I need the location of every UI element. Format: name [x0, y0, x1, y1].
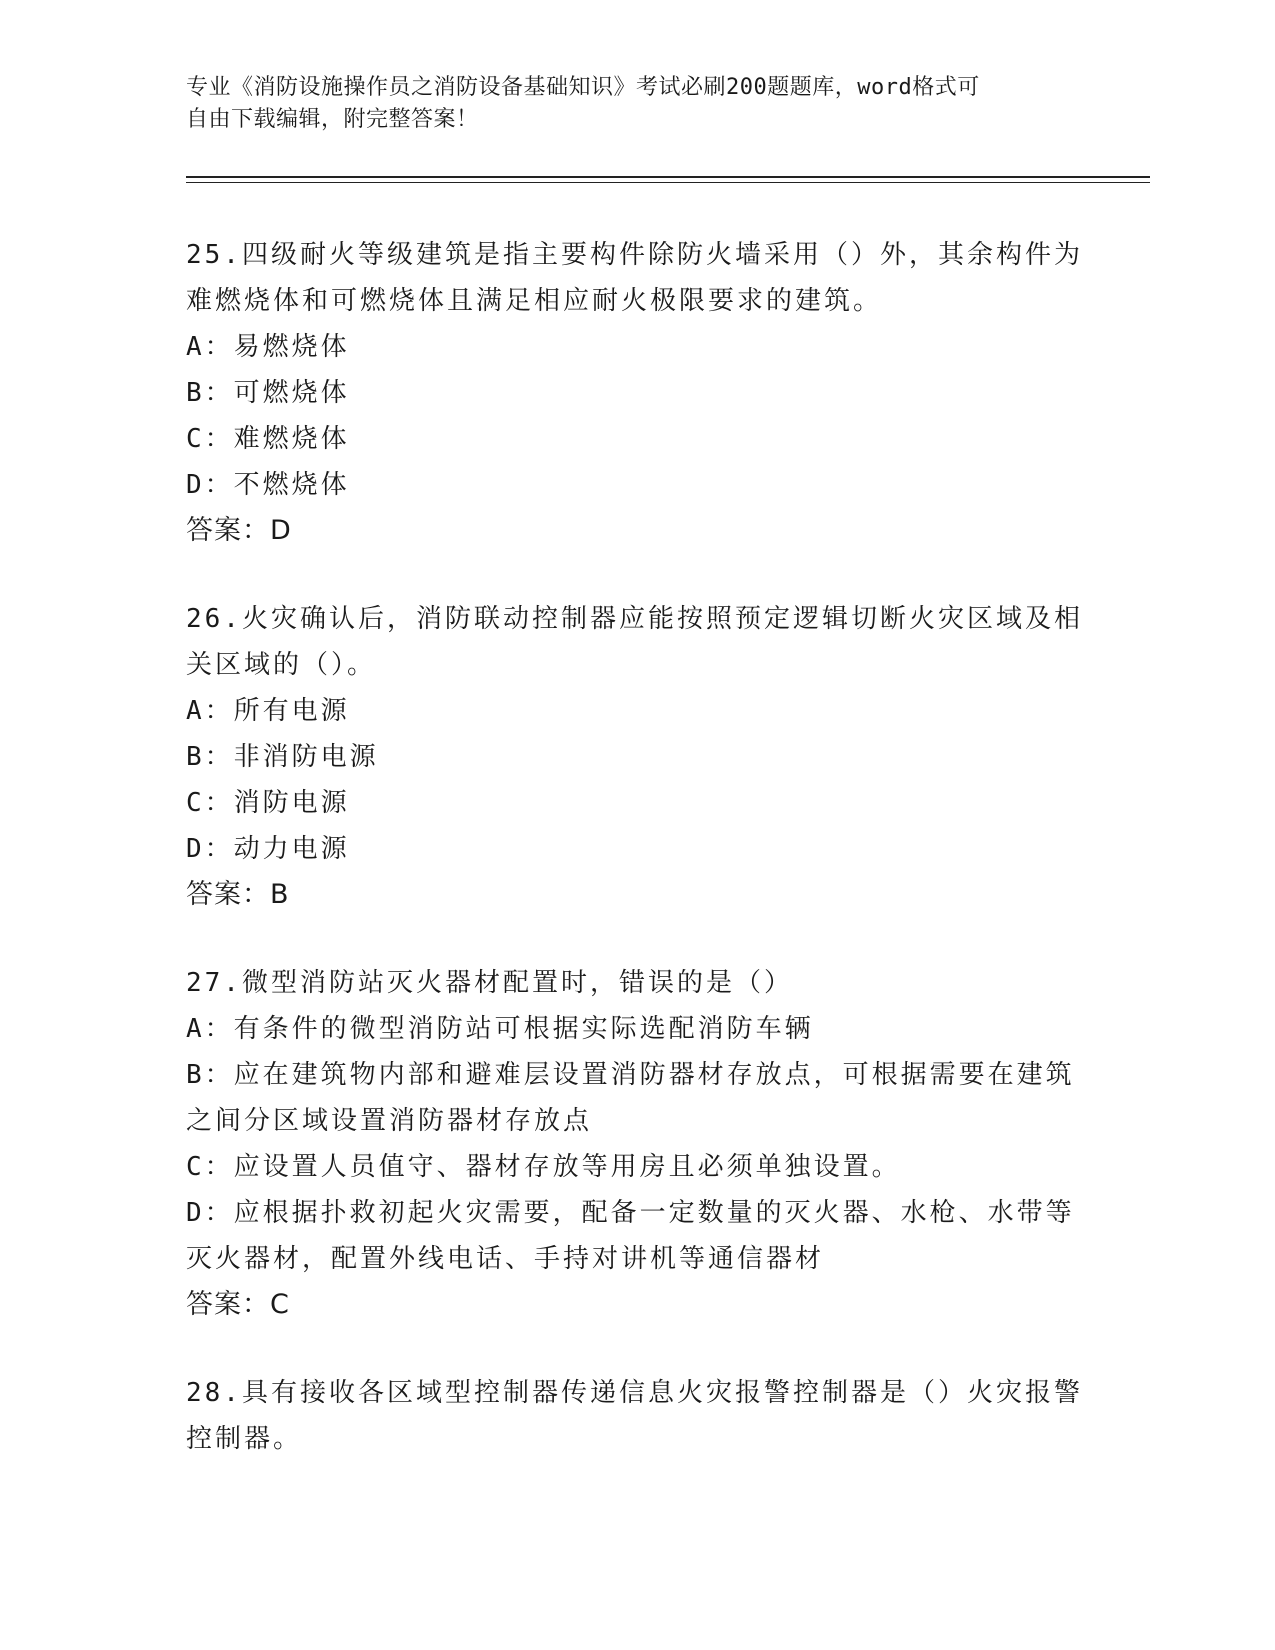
answer-line: 答案：D — [186, 515, 292, 546]
option-d: D：不燃烧体 — [186, 470, 350, 500]
question-27 — [186, 960, 1086, 1328]
option-d-continued: 灭火器材，配置外线电话、手持对讲机等通信器材 — [186, 1244, 825, 1274]
question-stem-line: 难燃烧体和可燃烧体且满足相应耐火极限要求的建筑。 — [186, 286, 883, 316]
header-line-2: 自由下载编辑，附完整答案！ — [186, 107, 479, 132]
question-stem-line: 关区域的（）。 — [186, 650, 377, 680]
document-header — [186, 72, 1066, 136]
question-28 — [186, 1370, 1086, 1462]
option-c: C：应设置人员值守、器材存放等用房且必须单独设置。 — [186, 1152, 901, 1182]
option-c: C：消防电源 — [186, 788, 350, 818]
option-a: A：有条件的微型消防站可根据实际选配消防车辆 — [186, 1014, 814, 1044]
header-divider-thin — [186, 182, 1150, 183]
option-b: B：非消防电源 — [186, 742, 379, 772]
question-25 — [186, 232, 1086, 554]
header-divider-thick — [186, 176, 1150, 178]
option-b-continued: 之间分区域设置消防器材存放点 — [186, 1106, 593, 1136]
question-stem-line: 28.具有接收各区域型控制器传递信息火灾报警控制器是（）火灾报警 — [186, 1378, 1083, 1408]
option-d: D：应根据扑救初起火灾需要，配备一定数量的灭火器、水枪、水带等 — [186, 1198, 1075, 1228]
option-a: A：所有电源 — [186, 696, 350, 726]
question-stem-line: 26.火灾确认后，消防联动控制器应能按照预定逻辑切断火灾区域及相 — [186, 604, 1083, 634]
option-b: B：应在建筑物内部和避难层设置消防器材存放点，可根据需要在建筑 — [186, 1060, 1075, 1090]
question-stem-line: 控制器。 — [186, 1424, 303, 1454]
option-c: C：难燃烧体 — [186, 424, 350, 454]
question-stem-line: 27.微型消防站灭火器材配置时，错误的是（） — [186, 968, 793, 998]
option-a: A：易燃烧体 — [186, 332, 350, 362]
question-stem-line: 25.四级耐火等级建筑是指主要构件除防火墙采用（）外，其余构件为 — [186, 240, 1083, 270]
header-line-1: 专业《消防设施操作员之消防设备基础知识》考试必刷200题题库，word格式可 — [186, 75, 980, 100]
answer-line: 答案：C — [186, 1289, 290, 1320]
answer-line: 答案：B — [186, 879, 290, 910]
option-b: B：可燃烧体 — [186, 378, 350, 408]
question-26 — [186, 596, 1086, 918]
option-d: D：动力电源 — [186, 834, 350, 864]
